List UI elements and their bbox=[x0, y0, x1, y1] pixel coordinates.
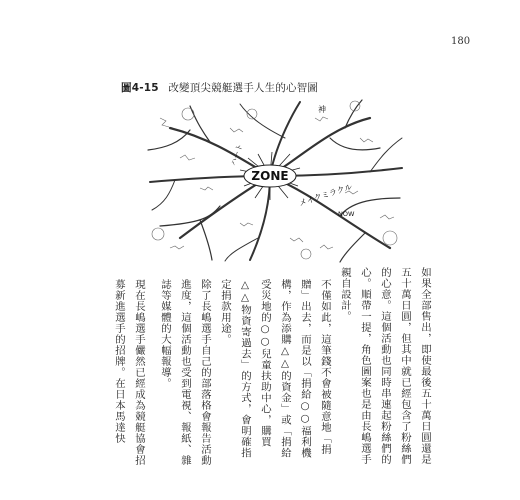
mindmap-label-heart: ハート bbox=[228, 142, 245, 167]
mind-map-drawing bbox=[140, 98, 408, 264]
paragraph-4: 現在長嶋選手儼然已經成為競艇協會招募新進選手的招牌。在日本馬達快 bbox=[113, 279, 145, 466]
mindmap-central-label: ZONE bbox=[251, 169, 289, 183]
figure-caption bbox=[121, 80, 318, 95]
paragraph-2: 不僅如此，這筆錢不會被隨意地「捐贈」出去，而是以「捐給○○福利機構，作為添購△△的資金」或「捐給受災地的○○兒童扶助中心，購買△△物資寄過去」的方式，會明確指定捐款用途。 bbox=[219, 279, 331, 459]
paragraph-3: 除了長嶋選手自己的部落格會報告活動進度，這個活動也受到電視、報紙、雜誌等媒體的大幅報導。 bbox=[159, 279, 211, 466]
mind-map-illustration bbox=[140, 98, 408, 264]
mindmap-label-god: 神 bbox=[318, 105, 326, 114]
figure-title: 改變頂尖競艇選手人生的心智圖 bbox=[168, 82, 319, 94]
page-number: 180 bbox=[451, 36, 471, 47]
paragraph-1: 如果全部售出，即使最後五十萬日圓還是五十萬日圓，但其中就已經包含了粉絲們的心意。這個活動也同時串連起粉絲們的心。順帶一提，角色圖案也是由長嶋選手親自設計。 bbox=[339, 267, 431, 465]
body-text-vertical bbox=[113, 267, 435, 467]
mindmap-label-now: NOW bbox=[338, 210, 355, 218]
mindmap-label-miracle: メイクミラクル bbox=[297, 182, 354, 208]
figure-label: 圖4-15 bbox=[121, 82, 159, 94]
